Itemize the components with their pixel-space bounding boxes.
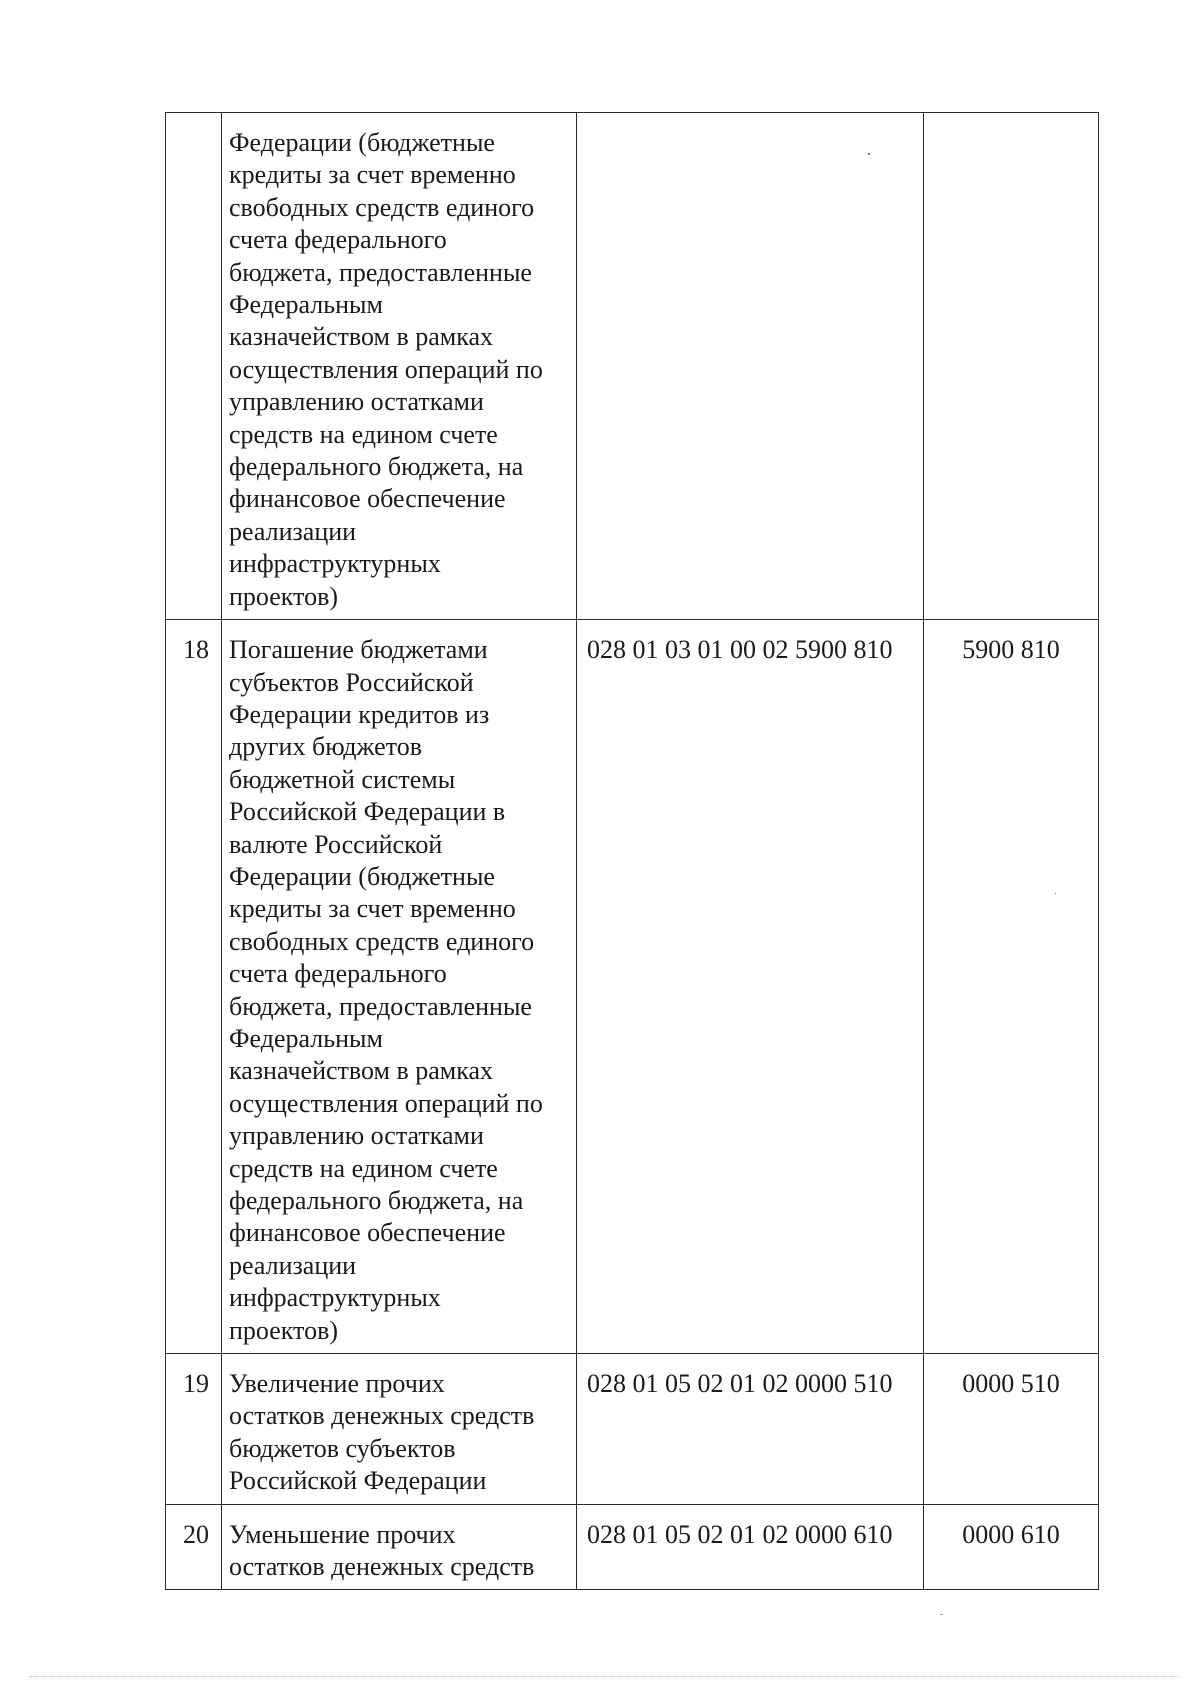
scan-speck (868, 153, 870, 155)
row-number (166, 113, 222, 620)
table-row (166, 620, 1099, 1354)
short-code (924, 113, 1099, 620)
scan-speck (940, 1614, 943, 1615)
budget-classification-code: 028 01 03 01 00 02 5900 810 (577, 620, 924, 1354)
scan-edge-line (30, 1676, 1180, 1677)
row-number: 19 (166, 1354, 222, 1505)
source-name: Федерации (бюджетные кредиты за счет временно свободных средств единого счета федерального бюджета, предоставленные Федеральным казначейством в рамках осуществления операций по управлению остатками средств на едином счете федерального бюджета, на финансовое обеспечение реализации инфраструктурных проектов) (222, 113, 577, 620)
budget-classification-code: 028 01 05 02 01 02 0000 510 (577, 1354, 924, 1505)
short-code: 5900 810 (924, 620, 1099, 1354)
budget-classification-code: 028 01 05 02 01 02 0000 610 (577, 1504, 924, 1590)
budget-sources-table (165, 112, 1099, 1590)
short-code: 0000 610 (924, 1504, 1099, 1590)
source-name: Погашение бюджетами субъектов Российской Федерации кредитов из других бюджетов бюджетной системы Российской Федерации в валюте Российской Федерации (бюджетные кредиты за счет временно свободных средств единого счета федерального бюджета, предоставленные Федеральным казначейством в рамках осуществления операций по управлению остатками средств на едином счете федерального бюджета, на финансовое обеспечение реализации инфраструктурных проектов) (222, 620, 577, 1354)
table-row (166, 1504, 1099, 1590)
short-code: 0000 510 (924, 1354, 1099, 1505)
scan-speck (1055, 893, 1056, 894)
table-row (166, 1354, 1099, 1505)
source-name: Уменьшение прочих остатков денежных средств (222, 1504, 577, 1590)
table-row (166, 113, 1099, 620)
row-number: 20 (166, 1504, 222, 1590)
budget-classification-code (577, 113, 924, 620)
source-name: Увеличение прочих остатков денежных средств бюджетов субъектов Российской Федерации (222, 1354, 577, 1505)
row-number: 18 (166, 620, 222, 1354)
